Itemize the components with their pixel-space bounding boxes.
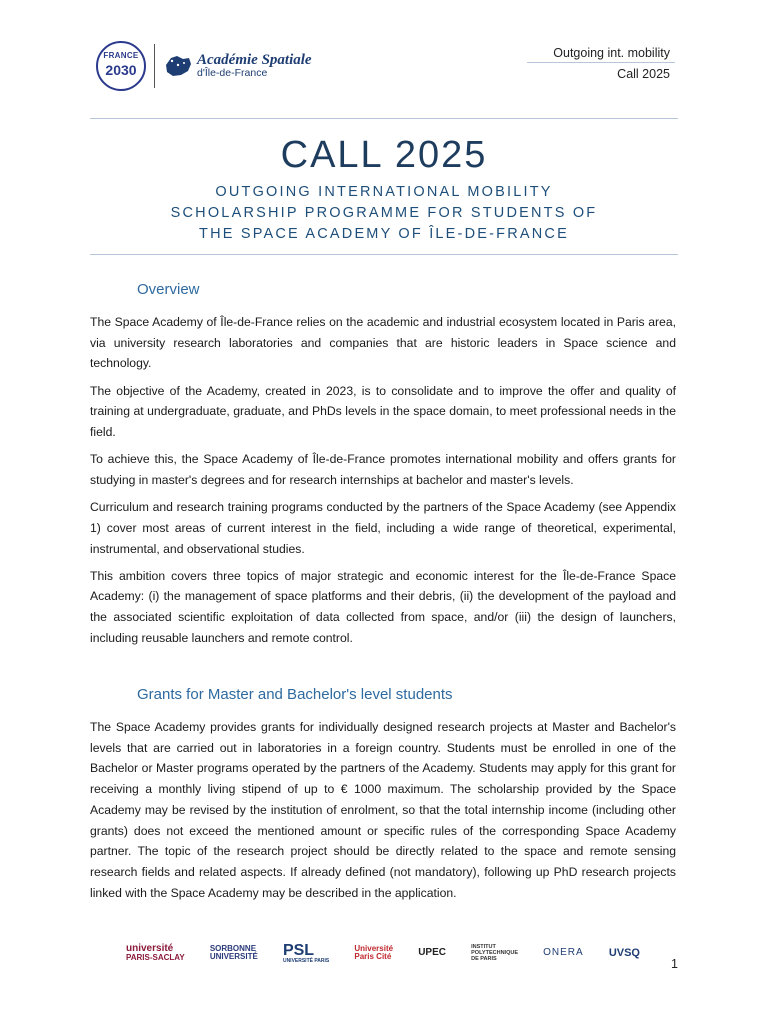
france-logo-top: FRANCE [103,51,139,60]
psl-logo-line: UNIVERSITÉ PARIS [282,957,330,964]
header-call-year: Call 2025 [617,67,670,81]
poly-logo-line: POLYTECHNIQUE [471,950,518,956]
header-logos [96,40,312,92]
subtitle-line-3: THE SPACE ACADEMY OF ÎLE-DE-FRANCE [199,226,569,242]
overview-paragraph: Curriculum and research training programs conducted by the partners of the Space Academy (see Appendix 1) cover most areas of current interest in the field, including a wide range of theoretical, experimental, instrumental, and observational studies. [90,500,676,556]
academie-title: Académie Spatiale [197,51,312,68]
page-subtitle [90,182,678,245]
page-number: 1 [671,957,678,971]
sorbonne-logo-line: UNIVERSITÉ [209,952,258,961]
overview-paragraph: The Space Academy of Île-de-France relies on the academic and industrial ecosystem located in Paris area, via university research laboratories and companies that are historic leaders in Space science and technology. [90,315,676,371]
overview-paragraph: The objective of the Academy, created in 2023, is to consolidate and to improve the offer and quality of training at undergraduate, graduate, and PhDs levels in the space domain, to meet professional needs in the field. [90,383,676,440]
overview-heading: Overview [137,281,200,298]
header-rule [90,118,678,119]
academie-subtitle: d'Île-de-France [197,67,268,80]
page-title: CALL 2025 [280,134,488,176]
subtitle-line-1: OUTGOING INTERNATIONAL MOBILITY [215,184,553,200]
psl-logo [283,943,329,964]
subtitle-line-2: SCHOLARSHIP PROGRAMME FOR STUDENTS OF [170,205,598,221]
sorbonne-universite-logo [210,945,258,962]
france-2030-logo [96,41,146,91]
universite-paris-cite-logo [354,945,393,962]
psl-logo-line: PSL [282,941,315,959]
grants-body [90,717,676,910]
sorbonne-logo-line: SORBONNE [209,943,257,953]
overview-paragraph: This ambition covers three topics of major strategic and economic interest for the Île-de-France Space Academy: (i) the management of space platforms and their debris, (ii) the development of the payload and the associated scientific exploitation of data collected from space, and/or (iii) the design of launchers, including reusable launchers and remote control. [90,568,676,645]
header-document-type: Outgoing int. mobility [527,44,675,63]
header-right [527,44,675,83]
poly-logo-line: DE PARIS [471,956,497,962]
upec-logo: UPEC [418,946,446,958]
uvsq-logo: UVSQ [608,946,640,959]
france-logo-number: 2030 [105,62,137,78]
overview-body [90,312,676,655]
ile-de-france-map-icon [163,53,193,79]
upc-logo-line: Paris Cité [354,952,392,961]
ups-logo-line: université [126,942,174,954]
academie-spatiale-logo [163,53,312,80]
universite-paris-saclay-logo [126,944,185,963]
overview-paragraph: To achieve this, the Space Academy of Île-de-France promotes international mobility and offers grants for studying in master's degrees and for research internships at bachelor and master's levels. [90,452,676,487]
upc-logo-line: Université [354,943,394,953]
partner-logos [126,938,640,968]
institut-polytechnique-logo [471,944,518,962]
ups-logo-line: PARIS-SACLAY [126,952,185,962]
grants-paragraph: The Space Academy provides grants for individually designed research projects at Master and Bachelor's levels that are carried out in laboratories in a foreign country. Students must be enrolled in one of the Bachelor or Master programs operated by the partners of the Academy. Students may apply for this grant for receiving a monthly living stipend of up to € 1000 maximum. The scholarship provided by the Space Academy may be revised by the institution of enrolment, so that the total internship income (including other grants) does not exceed the mentioned amount or specific rules of the corresponding Space Academy partner. The topic of the research project should be directly related to the space and remote sensing research fields and related aspects. If already defined (not mandatory), following up PhD research projects linked with the Space Academy may be described in the application. [90,720,676,900]
title-rule [90,254,678,255]
grants-heading: Grants for Master and Bachelor's level students [137,686,453,703]
poly-logo-line: INSTITUT [471,944,496,950]
onera-logo: ONERA [543,946,584,958]
logo-separator [154,44,155,88]
